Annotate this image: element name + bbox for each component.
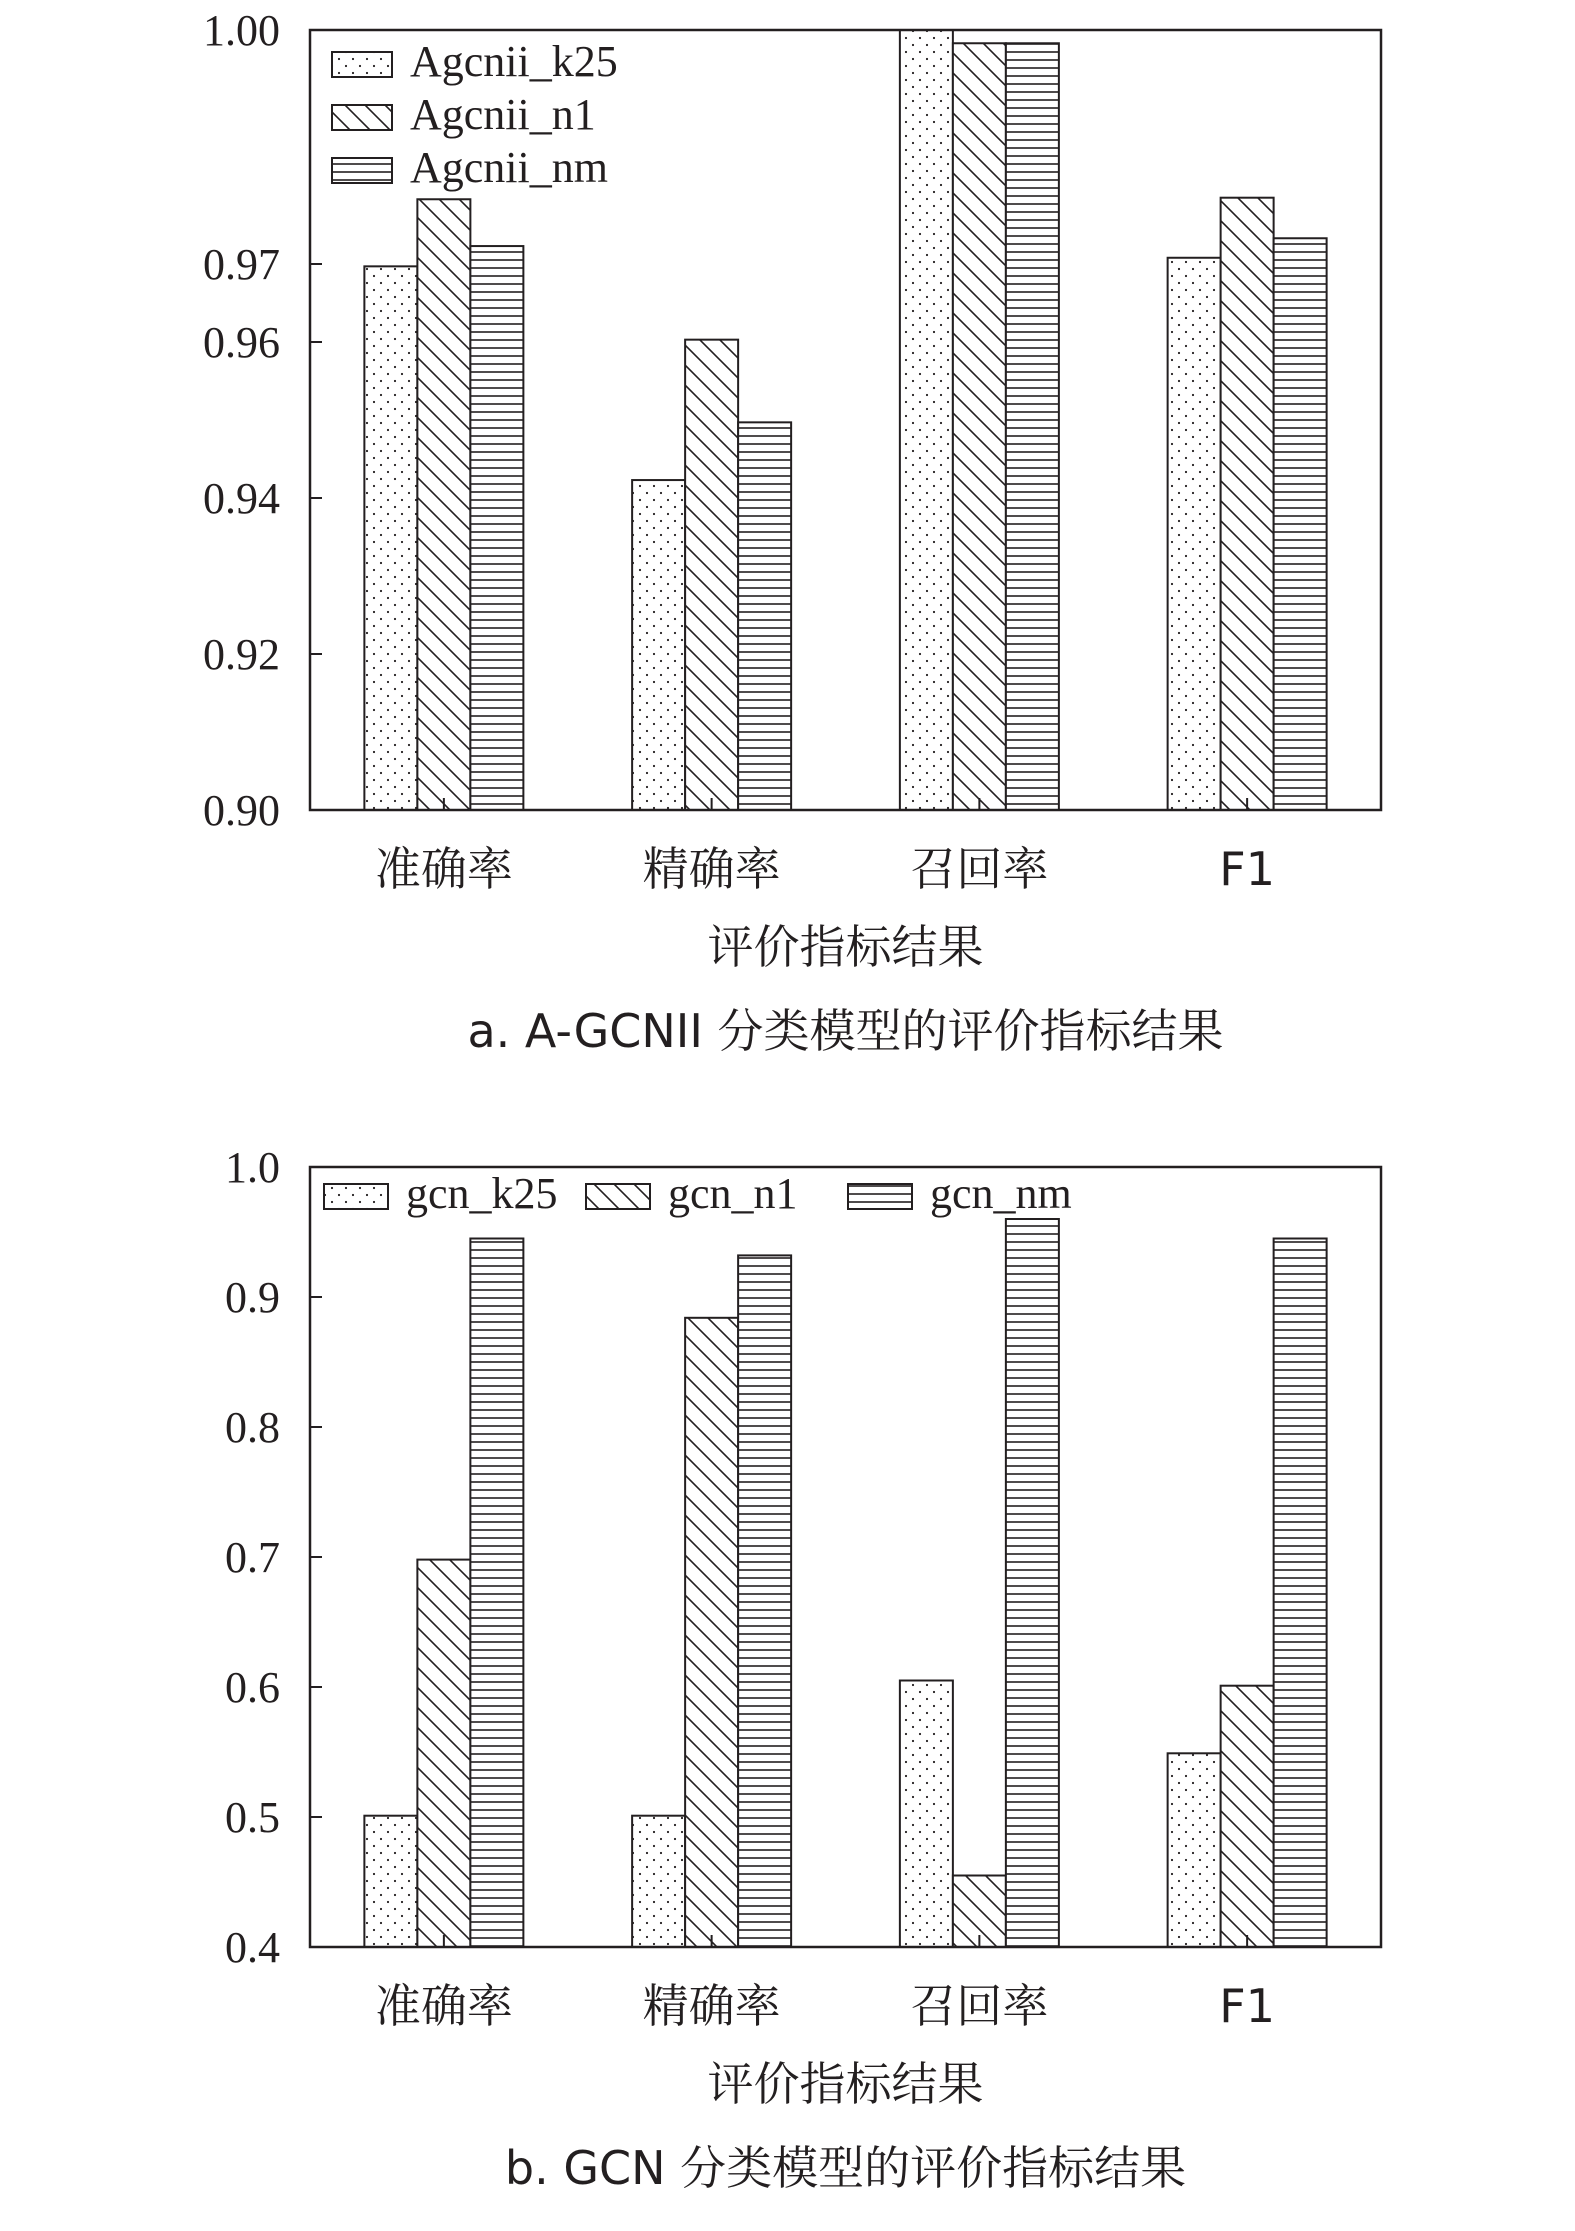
legend-swatch (332, 52, 392, 77)
bar-gcn_nm-2 (1006, 1219, 1059, 1947)
y-tick-label: 0.6 (225, 1663, 280, 1712)
legend-label: gcn_n1 (668, 1169, 798, 1218)
y-tick-label: 0.94 (203, 474, 280, 523)
bar-Agcnii_n1-1 (685, 340, 738, 810)
bar-gcn_n1-3 (1221, 1686, 1274, 1947)
figure-caption: b. GCN 分类模型的评价指标结果 (504, 2141, 1187, 2195)
x-category-label: 召回率 (910, 1979, 1049, 2033)
legend-label: gcn_nm (930, 1169, 1072, 1218)
x-axis-title: 评价指标结果 (707, 920, 984, 974)
bar-gcn_nm-3 (1274, 1239, 1327, 1948)
legend-label: Agcnii_n1 (410, 90, 596, 139)
legend-swatch (324, 1184, 388, 1209)
x-category-label: 精确率 (642, 1979, 781, 2033)
y-tick-label: 0.92 (203, 630, 280, 679)
bar-Agcnii_n1-0 (417, 199, 470, 810)
legend-swatch (332, 105, 392, 130)
bar-gcn_k25-1 (632, 1816, 685, 1947)
chart-b (0, 1143, 1575, 2231)
legend-swatch (332, 158, 392, 183)
y-tick-label: 1.00 (203, 6, 280, 55)
y-tick-label: 0.9 (225, 1273, 280, 1322)
y-tick-label: 0.4 (225, 1923, 280, 1972)
bar-Agcnii_k25-0 (364, 266, 417, 810)
x-category-label: 召回率 (910, 842, 1049, 896)
y-tick-label: 0.90 (203, 786, 280, 835)
legend-label: Agcnii_k25 (410, 37, 618, 86)
legend (324, 1169, 1072, 1218)
x-category-label: F1 (1219, 842, 1275, 896)
bar-gcn_k25-0 (364, 1816, 417, 1947)
legend-swatch (586, 1184, 650, 1209)
bar-Agcnii_k25-3 (1168, 258, 1221, 810)
bar-gcn_n1-0 (417, 1560, 470, 1947)
bar-Agcnii_n1-3 (1221, 198, 1274, 810)
bar-Agcnii_nm-1 (738, 422, 791, 810)
x-category-label: 精确率 (642, 842, 781, 896)
legend-label: Agcnii_nm (410, 143, 608, 192)
x-category-label: 准确率 (374, 1979, 513, 2033)
x-category-label: 准确率 (374, 842, 513, 896)
legend-label: gcn_k25 (406, 1169, 558, 1218)
bar-gcn_k25-3 (1168, 1753, 1221, 1947)
figure-caption: a. A-GCNII 分类模型的评价指标结果 (467, 1004, 1224, 1058)
legend-swatch (848, 1184, 912, 1209)
bar-Agcnii_k25-1 (632, 480, 685, 810)
bar-Agcnii_nm-3 (1274, 238, 1327, 810)
bar-gcn_nm-1 (738, 1255, 791, 1947)
bar-Agcnii_nm-2 (1006, 43, 1059, 810)
y-tick-label: 0.97 (203, 240, 280, 289)
legend (332, 37, 618, 192)
y-tick-label: 0.7 (225, 1533, 280, 1582)
bar-gcn_nm-0 (470, 1239, 523, 1948)
y-tick-label: 1.0 (225, 1143, 280, 1192)
x-axis-title: 评价指标结果 (707, 2057, 984, 2111)
bar-Agcnii_n1-2 (953, 43, 1006, 810)
x-category-label: F1 (1219, 1979, 1275, 2033)
bar-gcn_n1-1 (685, 1318, 738, 1947)
y-tick-label: 0.96 (203, 318, 280, 367)
bar-Agcnii_k25-2 (900, 30, 953, 810)
y-tick-label: 0.5 (225, 1793, 280, 1842)
bar-Agcnii_nm-0 (470, 246, 523, 810)
bar-gcn_k25-2 (900, 1681, 953, 1948)
y-tick-label: 0.8 (225, 1403, 280, 1452)
